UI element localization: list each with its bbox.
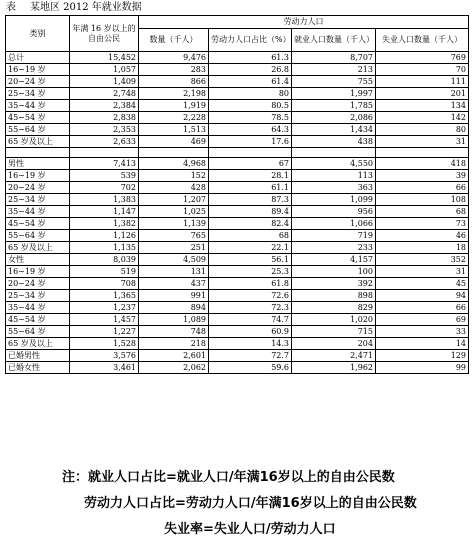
row-value-cell: 2,198 xyxy=(139,88,209,100)
row-value-cell: 14 xyxy=(376,338,469,350)
row-value-cell: 67 xyxy=(209,158,292,170)
row-value-cell: 45 xyxy=(376,278,469,290)
row-category-cell: 已婚男性 xyxy=(6,350,70,362)
row-value-cell: 2,601 xyxy=(139,350,209,362)
row-value-cell: 1,227 xyxy=(70,326,139,338)
row-value-cell: 72.6 xyxy=(209,290,292,302)
row-value-cell: 28.1 xyxy=(209,170,292,182)
table-row xyxy=(6,52,469,64)
row-value-cell: 418 xyxy=(376,158,469,170)
row-value-cell: 2,086 xyxy=(292,112,376,124)
row-value-cell: 69 xyxy=(376,314,469,326)
row-category-cell: 35~44 岁 xyxy=(6,302,70,314)
row-value-cell: 715 xyxy=(292,326,376,338)
header-category: 类别 xyxy=(6,16,70,52)
row-value-cell: 2,633 xyxy=(70,136,139,148)
row-value-cell: 392 xyxy=(292,278,376,290)
row-value-cell: 78.5 xyxy=(209,112,292,124)
row-value-cell: 68 xyxy=(376,206,469,218)
row-value-cell: 2,228 xyxy=(139,112,209,124)
row-value-cell: 1,365 xyxy=(70,290,139,302)
row-value-cell: 152 xyxy=(139,170,209,182)
gap-cell xyxy=(292,148,376,158)
employment-table xyxy=(5,15,469,374)
row-value-cell: 1,057 xyxy=(70,64,139,76)
row-value-cell: 283 xyxy=(139,64,209,76)
gap-cell xyxy=(6,148,70,158)
row-value-cell: 428 xyxy=(139,182,209,194)
row-value-cell: 539 xyxy=(70,170,139,182)
row-value-cell: 1,207 xyxy=(139,194,209,206)
row-category-cell: 45~54 岁 xyxy=(6,314,70,326)
row-value-cell: 25.3 xyxy=(209,266,292,278)
row-value-cell: 2,353 xyxy=(70,124,139,136)
row-value-cell: 956 xyxy=(292,206,376,218)
row-value-cell: 80.5 xyxy=(209,100,292,112)
row-value-cell: 991 xyxy=(139,290,209,302)
row-value-cell: 113 xyxy=(292,170,376,182)
row-value-cell: 1,997 xyxy=(292,88,376,100)
row-value-cell: 8,039 xyxy=(70,254,139,266)
row-category-cell: 55~64 岁 xyxy=(6,124,70,136)
table-row xyxy=(6,326,469,338)
row-value-cell: 1,135 xyxy=(70,242,139,254)
header-labor-count: 数量（千人） xyxy=(139,29,209,52)
row-value-cell: 719 xyxy=(292,230,376,242)
row-category-cell: 25~34 岁 xyxy=(6,88,70,100)
header-labor-group: 劳动力人口 xyxy=(139,16,469,29)
row-value-cell: 9,476 xyxy=(139,52,209,64)
row-value-cell: 129 xyxy=(376,350,469,362)
table-row xyxy=(6,266,469,278)
row-value-cell: 33 xyxy=(376,326,469,338)
table-row xyxy=(6,112,469,124)
table-body xyxy=(6,52,469,374)
row-value-cell: 1,066 xyxy=(292,218,376,230)
header-unemployed: 失业人口数量（千人） xyxy=(376,29,469,52)
row-value-cell: 1,919 xyxy=(139,100,209,112)
row-value-cell: 111 xyxy=(376,76,469,88)
row-value-cell: 1,409 xyxy=(70,76,139,88)
row-value-cell: 1,025 xyxy=(139,206,209,218)
table-row xyxy=(6,206,469,218)
row-value-cell: 2,471 xyxy=(292,350,376,362)
row-value-cell: 755 xyxy=(292,76,376,88)
row-value-cell: 1,785 xyxy=(292,100,376,112)
table-row xyxy=(6,64,469,76)
row-value-cell: 18 xyxy=(376,242,469,254)
row-value-cell: 213 xyxy=(292,64,376,76)
table-row xyxy=(6,242,469,254)
row-value-cell: 352 xyxy=(376,254,469,266)
row-value-cell: 100 xyxy=(292,266,376,278)
row-value-cell: 363 xyxy=(292,182,376,194)
row-category-cell: 55~64 岁 xyxy=(6,230,70,242)
table-caption xyxy=(6,2,142,14)
row-value-cell: 702 xyxy=(70,182,139,194)
row-value-cell: 99 xyxy=(376,362,469,374)
row-value-cell: 94 xyxy=(376,290,469,302)
section-gap xyxy=(6,148,469,158)
row-value-cell: 142 xyxy=(376,112,469,124)
row-category-cell: 25~34 岁 xyxy=(6,194,70,206)
row-category-cell: 55~64 岁 xyxy=(6,326,70,338)
row-value-cell: 56.1 xyxy=(209,254,292,266)
row-value-cell: 233 xyxy=(292,242,376,254)
gap-cell xyxy=(209,148,292,158)
row-value-cell: 26.8 xyxy=(209,64,292,76)
row-category-cell: 65 岁及以上 xyxy=(6,242,70,254)
row-value-cell: 1,513 xyxy=(139,124,209,136)
row-value-cell: 70 xyxy=(376,64,469,76)
row-value-cell: 1,962 xyxy=(292,362,376,374)
table-row xyxy=(6,230,469,242)
table-row xyxy=(6,194,469,206)
table-row xyxy=(6,338,469,350)
row-value-cell: 1,237 xyxy=(70,302,139,314)
row-value-cell: 2,062 xyxy=(139,362,209,374)
row-category-cell: 16~19 岁 xyxy=(6,170,70,182)
row-value-cell: 2,748 xyxy=(70,88,139,100)
row-value-cell: 1,383 xyxy=(70,194,139,206)
row-value-cell: 866 xyxy=(139,76,209,88)
row-value-cell: 82.4 xyxy=(209,218,292,230)
row-value-cell: 72.7 xyxy=(209,350,292,362)
row-value-cell: 73 xyxy=(376,218,469,230)
gap-cell xyxy=(376,148,469,158)
row-value-cell: 59.6 xyxy=(209,362,292,374)
row-value-cell: 2,384 xyxy=(70,100,139,112)
row-value-cell: 519 xyxy=(70,266,139,278)
header-labor-rate: 劳动力人口占比（%） xyxy=(209,29,292,52)
table-row xyxy=(6,88,469,100)
row-value-cell: 74.7 xyxy=(209,314,292,326)
row-value-cell: 15,452 xyxy=(70,52,139,64)
row-value-cell: 708 xyxy=(70,278,139,290)
row-value-cell: 1,147 xyxy=(70,206,139,218)
row-value-cell: 204 xyxy=(292,338,376,350)
note-labor-ratio: 劳动力人口占比=劳动力人口/年满16岁以上的自由公民数 xyxy=(84,496,417,511)
table-row xyxy=(6,362,469,374)
row-value-cell: 66 xyxy=(376,182,469,194)
row-value-cell: 2,838 xyxy=(70,112,139,124)
row-value-cell: 8,707 xyxy=(292,52,376,64)
row-value-cell: 31 xyxy=(376,266,469,278)
row-value-cell: 87.3 xyxy=(209,194,292,206)
row-value-cell: 1,434 xyxy=(292,124,376,136)
note-unemployment-rate: 失业率=失业人口/劳动力人口 xyxy=(164,522,336,537)
row-value-cell: 64.3 xyxy=(209,124,292,136)
row-value-cell: 61.1 xyxy=(209,182,292,194)
gap-cell xyxy=(70,148,139,158)
row-category-cell: 总计 xyxy=(6,52,70,64)
row-value-cell: 4,509 xyxy=(139,254,209,266)
table-row xyxy=(6,254,469,266)
table-row xyxy=(6,182,469,194)
row-value-cell: 1,528 xyxy=(70,338,139,350)
row-category-cell: 65 岁及以上 xyxy=(6,338,70,350)
header-employed: 就业人口数量（千人） xyxy=(292,29,376,52)
row-value-cell: 1,139 xyxy=(139,218,209,230)
table-row xyxy=(6,76,469,88)
row-category-cell: 16~19 岁 xyxy=(6,64,70,76)
row-value-cell: 108 xyxy=(376,194,469,206)
row-category-cell: 16~19 岁 xyxy=(6,266,70,278)
row-value-cell: 61.8 xyxy=(209,278,292,290)
row-value-cell: 1,382 xyxy=(70,218,139,230)
note-employment-ratio: 注：就业人口占比=就业人口/年满16岁以上的自由公民数 xyxy=(62,470,395,485)
gap-cell xyxy=(139,148,209,158)
row-category-cell: 男性 xyxy=(6,158,70,170)
caption-title: 某地区 2012 年就业数据 xyxy=(30,2,142,13)
row-value-cell: 89.4 xyxy=(209,206,292,218)
row-value-cell: 131 xyxy=(139,266,209,278)
row-category-cell: 35~44 岁 xyxy=(6,206,70,218)
row-category-cell: 25~34 岁 xyxy=(6,290,70,302)
row-value-cell: 469 xyxy=(139,136,209,148)
row-value-cell: 14.3 xyxy=(209,338,292,350)
row-value-cell: 251 xyxy=(139,242,209,254)
row-value-cell: 898 xyxy=(292,290,376,302)
row-value-cell: 31 xyxy=(376,136,469,148)
row-value-cell: 61.3 xyxy=(209,52,292,64)
row-value-cell: 4,968 xyxy=(139,158,209,170)
header-pop16: 年满 16 岁以上的自由公民 xyxy=(70,16,139,52)
row-value-cell: 829 xyxy=(292,302,376,314)
table-row xyxy=(6,350,469,362)
row-category-cell: 已婚女性 xyxy=(6,362,70,374)
row-value-cell: 218 xyxy=(139,338,209,350)
row-category-cell: 20~24 岁 xyxy=(6,278,70,290)
row-value-cell: 134 xyxy=(376,100,469,112)
table-row xyxy=(6,314,469,326)
row-category-cell: 45~54 岁 xyxy=(6,218,70,230)
row-value-cell: 22.1 xyxy=(209,242,292,254)
table-row xyxy=(6,100,469,112)
row-value-cell: 3,461 xyxy=(70,362,139,374)
row-value-cell: 1,457 xyxy=(70,314,139,326)
row-category-cell: 45~54 岁 xyxy=(6,112,70,124)
row-category-cell: 20~24 岁 xyxy=(6,182,70,194)
row-value-cell: 7,413 xyxy=(70,158,139,170)
row-value-cell: 1,089 xyxy=(139,314,209,326)
row-value-cell: 80 xyxy=(376,124,469,136)
row-category-cell: 20~24 岁 xyxy=(6,76,70,88)
table-row xyxy=(6,302,469,314)
row-value-cell: 66 xyxy=(376,302,469,314)
row-value-cell: 1,020 xyxy=(292,314,376,326)
row-value-cell: 68 xyxy=(209,230,292,242)
row-value-cell: 4,550 xyxy=(292,158,376,170)
row-value-cell: 1,126 xyxy=(70,230,139,242)
table-row xyxy=(6,136,469,148)
caption-label: 表 xyxy=(6,2,16,13)
row-value-cell: 39 xyxy=(376,170,469,182)
table-row xyxy=(6,170,469,182)
row-value-cell: 748 xyxy=(139,326,209,338)
row-value-cell: 437 xyxy=(139,278,209,290)
row-value-cell: 17.6 xyxy=(209,136,292,148)
row-value-cell: 894 xyxy=(139,302,209,314)
row-category-cell: 女性 xyxy=(6,254,70,266)
table-row xyxy=(6,158,469,170)
row-value-cell: 201 xyxy=(376,88,469,100)
row-value-cell: 72.3 xyxy=(209,302,292,314)
row-value-cell: 1,099 xyxy=(292,194,376,206)
row-value-cell: 60.9 xyxy=(209,326,292,338)
row-value-cell: 438 xyxy=(292,136,376,148)
row-value-cell: 4,157 xyxy=(292,254,376,266)
row-value-cell: 769 xyxy=(376,52,469,64)
row-value-cell: 765 xyxy=(139,230,209,242)
row-value-cell: 46 xyxy=(376,230,469,242)
row-category-cell: 35~44 岁 xyxy=(6,100,70,112)
row-category-cell: 65 岁及以上 xyxy=(6,136,70,148)
table-row xyxy=(6,124,469,136)
table-row xyxy=(6,278,469,290)
row-value-cell: 80 xyxy=(209,88,292,100)
table-row xyxy=(6,290,469,302)
row-value-cell: 61.4 xyxy=(209,76,292,88)
table-row xyxy=(6,218,469,230)
row-value-cell: 3,576 xyxy=(70,350,139,362)
